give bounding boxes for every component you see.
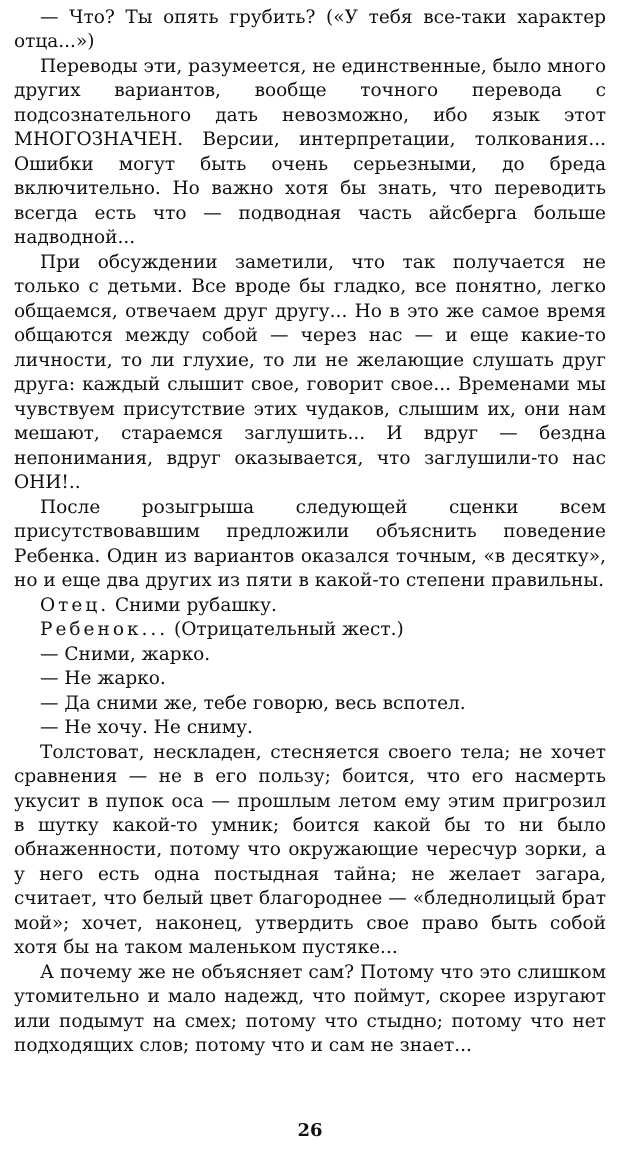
paragraph-2: Переводы эти, разумеется, не единственные, было много других вариантов, вообще точного перевода с подсознательного дать невозможно, ибо язык этот МНОГОЗНАЧЕН. Версии, интерпретации, толкования... Ошибки могут быть очень серьезными, до бреда включительно. Но важно хотя бы знать, что переводить всегда есть что — подводная часть айсберга больше надводной... [14,55,606,249]
dialogue-text: Сними рубашку. [115,594,277,616]
dialogue-line-3 [14,643,606,667]
paragraph-5: Толстоват, нескладен, стесняется своего тела; не хочет сравнения — не в его пользу; боится, что его насмерть укусит в пупок оса — прошлым летом ему этим пригрозил в шутку какой-то умник; боится какой бы то ни было обнаженности, потому что окружающие чересчур зорки, а у него есть одна постыдная тайна; не желает загара, считает, что белый цвет благороднее — «бледнолицый брат мой»; хочет, наконец, утвердить свое право быть собой хотя бы на таком маленьком пустяке... [14,741,606,959]
paragraph-6: А почему же не объясняет сам? Потому что это слишком утомительно и мало надежд, что поймут, скорее изругают или подымут на смех; потому что стыдно; потому что нет подходящих слов; потому что и сам не знает... [14,961,606,1057]
dialogue-line-6 [14,716,606,740]
dialogue-text: — Да сними же, тебе говорю, весь вспотел. [40,692,466,714]
dialogue-text: — Не хочу. Не сниму. [40,717,253,739]
dialogue-text: — Не жарко. [40,668,166,690]
dialogue-line-4 [14,667,606,691]
dialogue-line-1 [14,594,606,618]
dialogue-text: (Отрицательный жест.) [174,619,404,641]
dialogue-speaker: Ребенок... [40,619,169,641]
page-number: 26 [297,1120,323,1141]
dialogue-speaker: Отец. [40,594,110,616]
dialogue-line-5 [14,692,606,716]
dialogue-line-2 [14,618,606,642]
dialogue-text: — Сними, жарко. [40,643,211,665]
page-text [14,6,606,1059]
paragraph-1: — Что? Ты опять грубить? («У тебя все-таки характер отца...») [14,7,606,53]
paragraph-3: При обсуждении заметили, что так получается не только с детьми. Все вроде бы гладко, все понятно, легко общаемся, отвечаем друг другу... Но в это же самое время общаются между собой — через нас — и еще какие-то личности, то ли глухие, то ли не желающие слушать друг друга: каждый слышит свое, говорит свое... Временами мы чувствуем присутствие этих чудаков, слышим их, они нам мешают, стараемся заглушить... И вдруг — бездна непонимания, вдруг оказывается, что заглушили-то нас ОНИ!.. [14,251,606,494]
paragraph-4: После розыгрыша следующей сценки всем присутствовавшим предложили объяснить поведение Ребенка. Один из вариантов оказался точным, «в десятку», но и еще два других из пяти в какой-то степени правильны. [14,496,606,592]
